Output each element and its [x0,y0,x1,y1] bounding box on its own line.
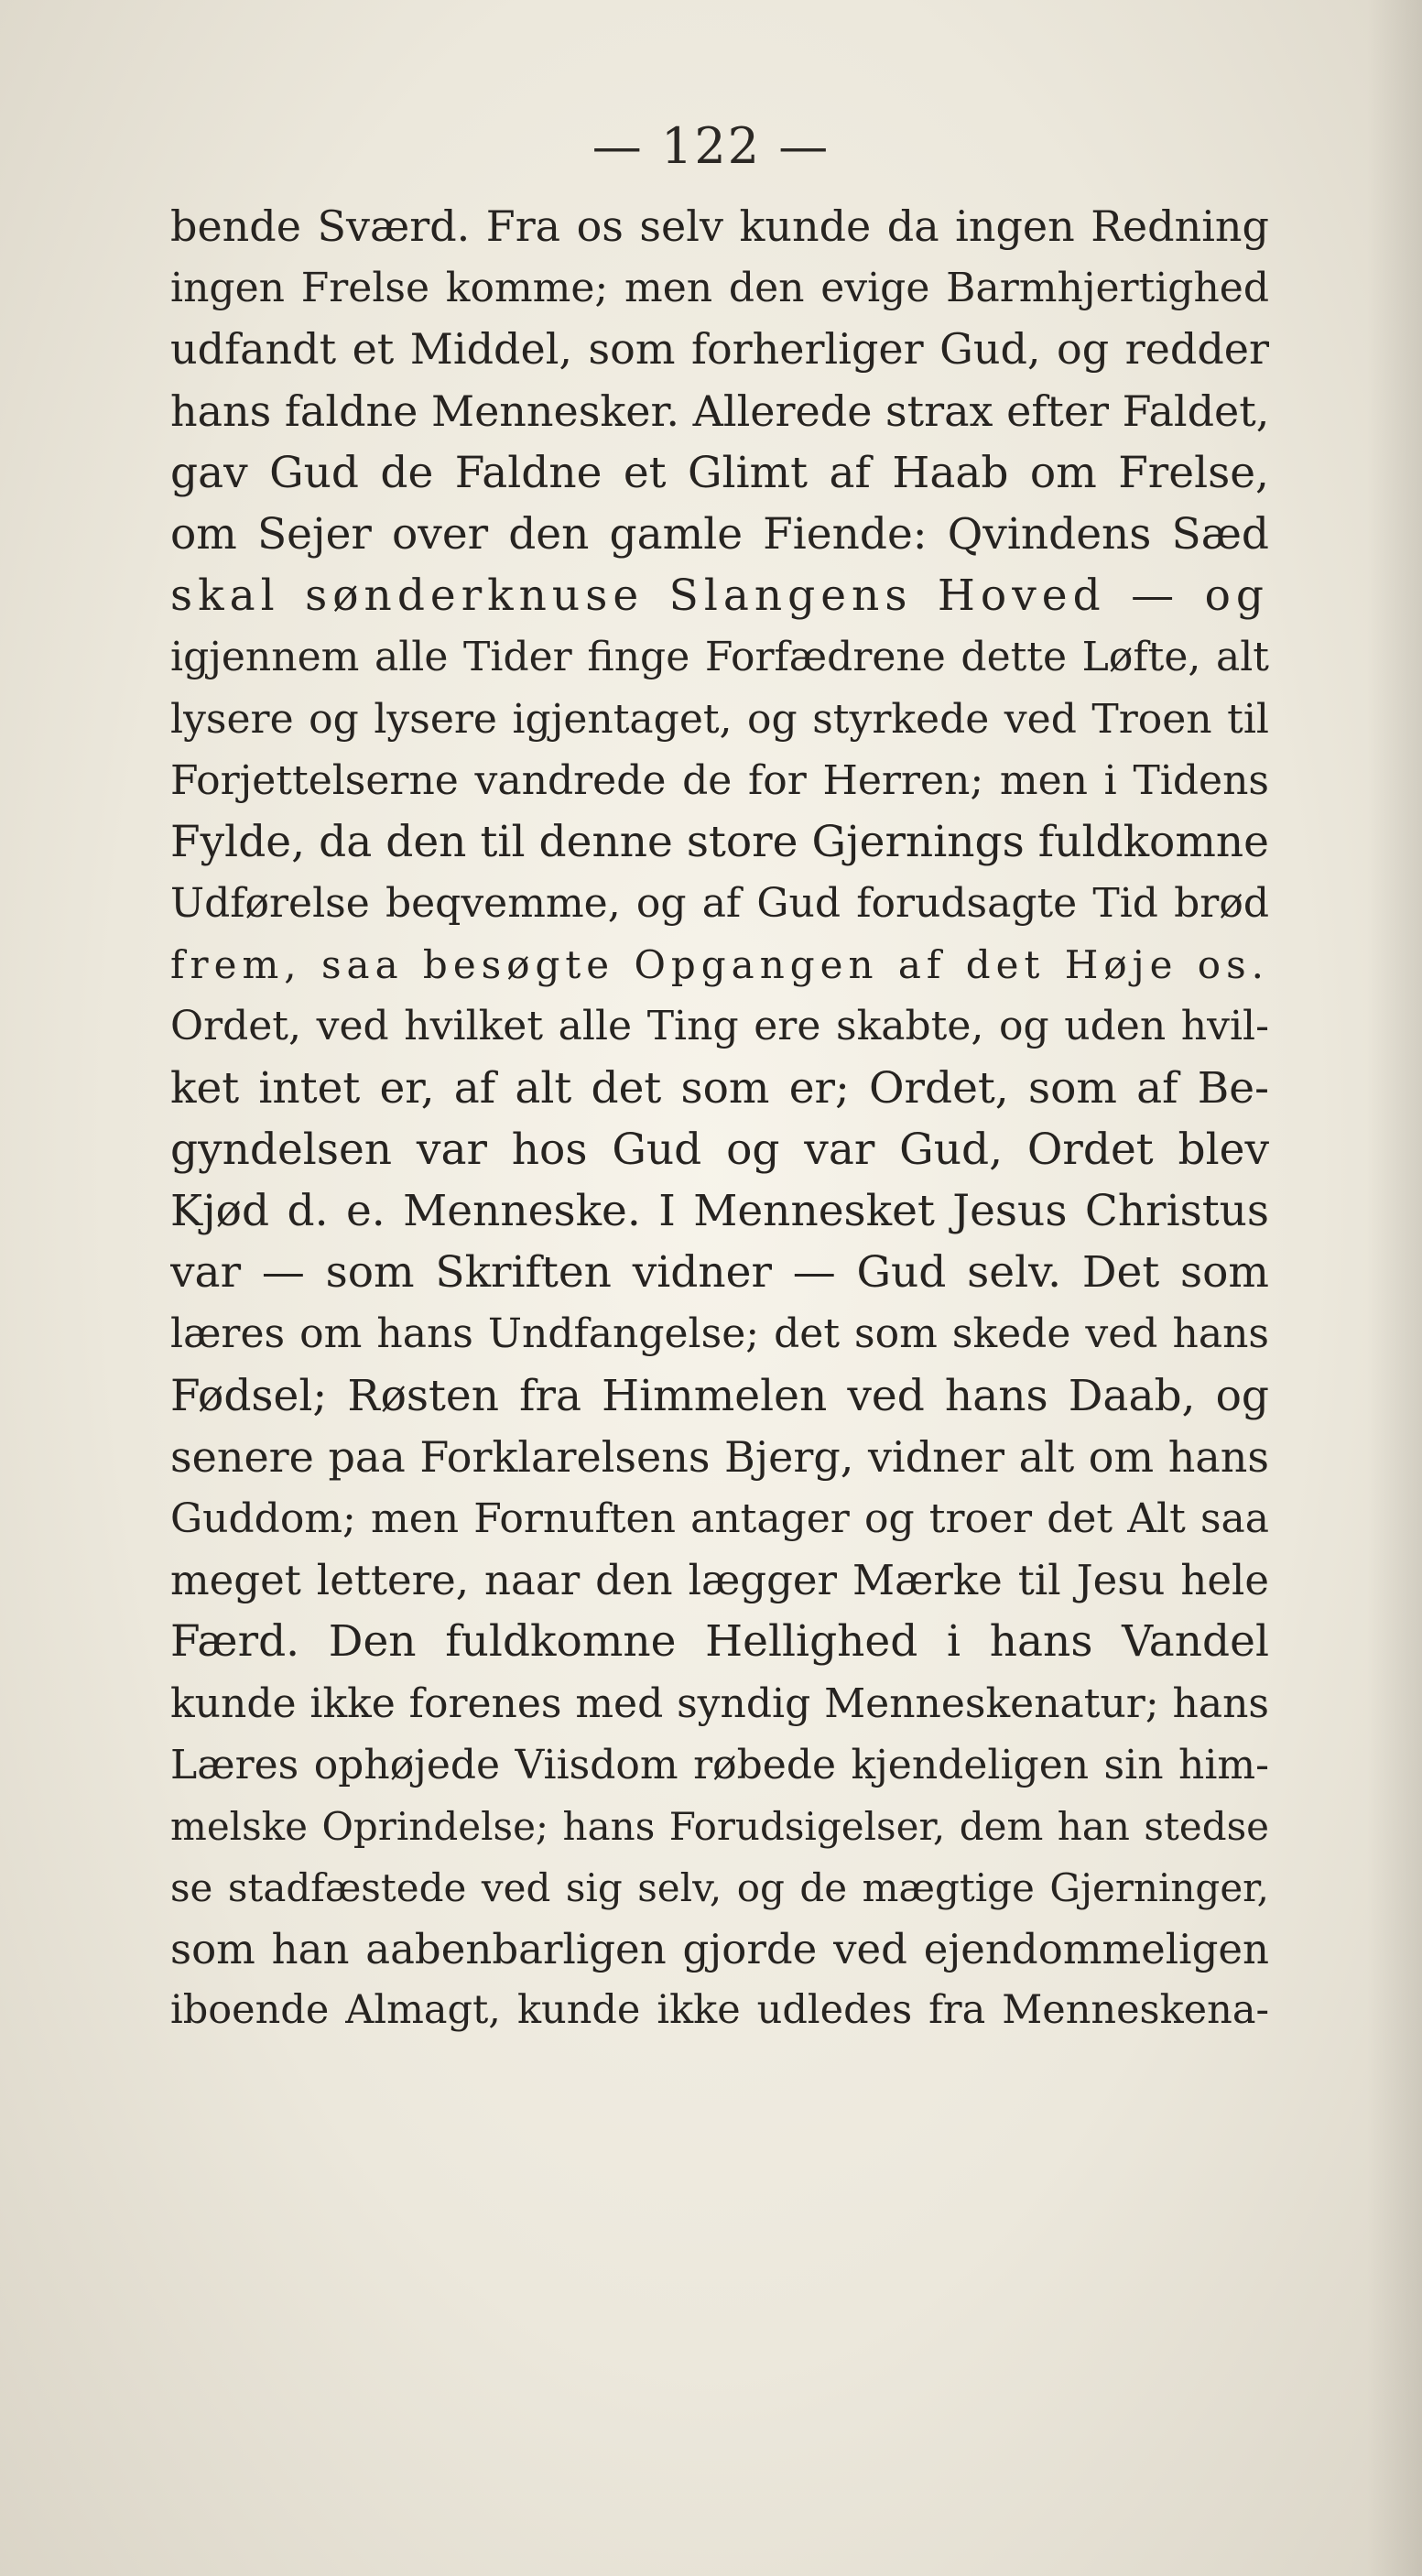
text-line-2: ingen Frelse komme; men den evige Barmhjertighed [170,265,1269,312]
body-text [170,196,1269,2042]
text-line-22: Guddom; men Fornuften antager og troer det Alt saa [170,1495,1269,1542]
text-line-5: gav Gud de Faldne et Glimt af Haab om Frelse, [170,447,1269,498]
text-line-8: igjennem alle Tider finge Forfædrene dette Løfte, alt [170,634,1269,681]
text-line-10: Forjettelserne vandrede de for Herren; men i Tidens [170,756,1269,804]
text-line-18: var — som Skriften vidner — Gud selv. Det som [170,1247,1269,1299]
text-line-11: Fylde, da den til denne store Gjernings fuldkomne [170,816,1269,867]
text-line-21: senere paa Forklarelsens Bjerg, vidner alt om hans [170,1431,1269,1482]
text-line-25: kunde ikke forenes med syndig Menneskenatur; hans [170,1679,1269,1727]
text-line-7: skal sønderknuse Slangens Hoved — og [170,571,1269,622]
text-line-13: frem, saa besøgte Opgangen af det Høje os. [170,942,1269,988]
text-line-15: ket intet er, af alt det som er; Ordet, som af Be- [170,1062,1269,1114]
text-line-3: udfandt et Middel, som forherliger Gud, og redder [170,324,1269,375]
text-line-28: se stadfæstede ved sig selv, og de mægtige Gjerninger, [170,1865,1269,1911]
text-line-4: hans faldne Mennesker. Allerede strax efter Faldet, [170,386,1269,436]
text-line-29: som han aabenbarligen gjorde ved ejendommeligen [170,1925,1269,1974]
text-line-6: om Sejer over den gamle Fiende: Qvindens Sæd [170,508,1269,560]
text-line-24: Færd. Den fuldkomne Hellighed i hans Vandel [170,1616,1269,1668]
text-line-1: bende Sværd. Fra os selv kunde da ingen Redning [170,201,1269,251]
text-line-26: Læres ophøjede Viisdom røbede kjendeligen sin him- [170,1741,1269,1788]
text-line-17: Kjød d. e. Menneske. I Mennesket Jesus Christus [170,1186,1269,1236]
text-line-19: læres om hans Undfangelse; det som skede ved hans [170,1310,1269,1358]
text-line-9: lysere og lysere igjentaget, og styrkede ved Troen til [170,695,1269,743]
text-line-30: iboende Almagt, kunde ikke udledes fra Menneskena- [170,1987,1269,2034]
text-line-27: melske Oprindelse; hans Forudsigelser, dem han stedse [170,1803,1269,1849]
text-line-16: gyndelsen var hos Gud og var Gud, Ordet blev [170,1124,1269,1175]
page-edge-shadow [1367,0,1422,2576]
text-line-14: Ordet, ved hvilket alle Ting ere skabte, og uden hvil- [170,1003,1269,1050]
text-line-12: Udførelse beqvemme, og af Gud forudsagte Tid brød [170,880,1269,928]
text-line-23: meget lettere, naar den lægger Mærke til Jesu hele [170,1556,1269,1605]
page-number: — 122 — [592,117,830,175]
text-line-20: Fødsel; Røsten fra Himmelen ved hans Daab, og [170,1370,1269,1421]
